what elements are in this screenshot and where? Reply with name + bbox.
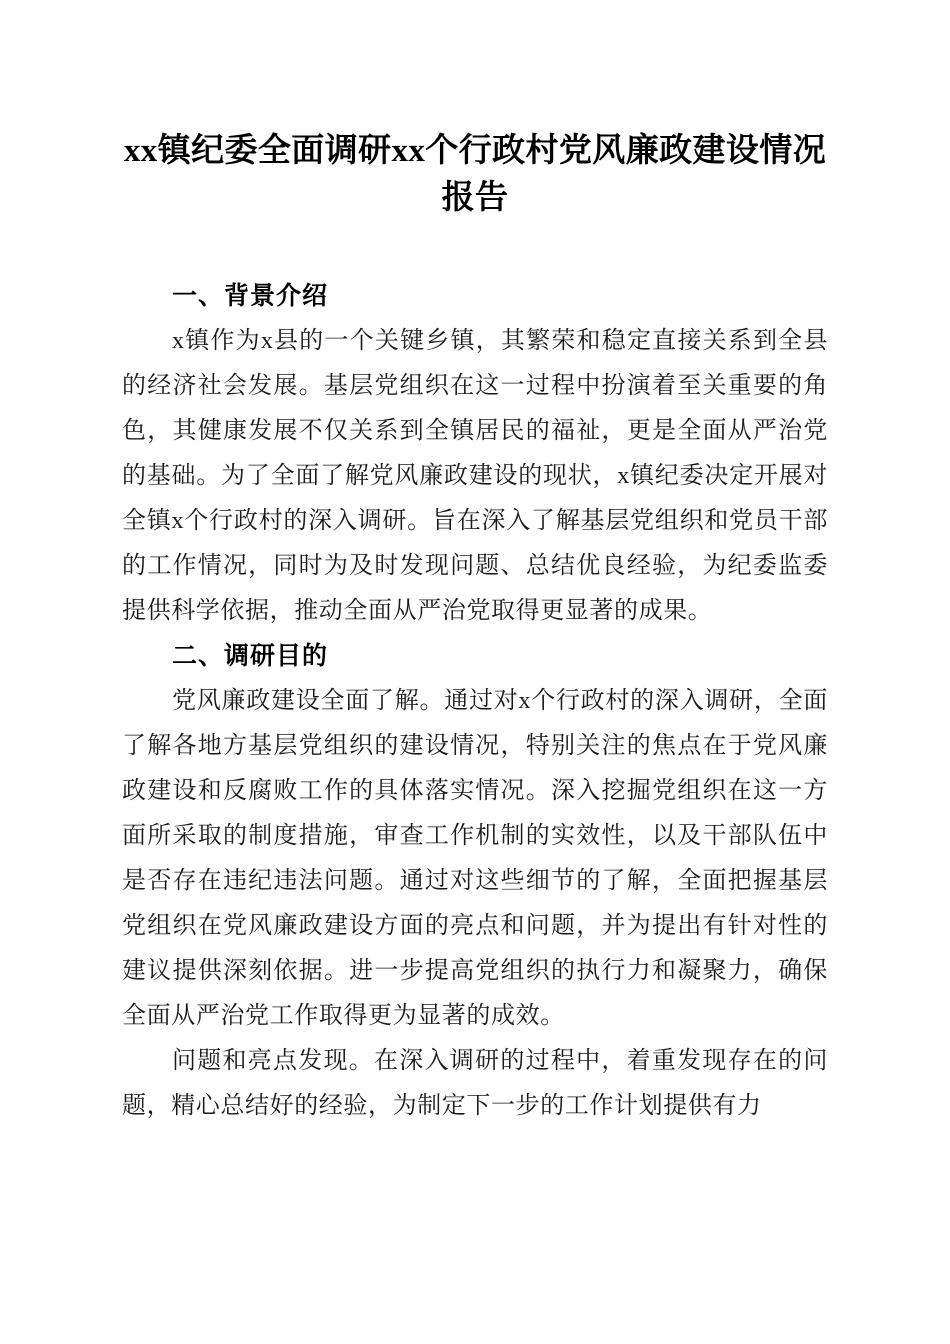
section-purpose-paragraph-2: 问题和亮点发现。在深入调研的过程中，着重发现存在的问题，精心总结好的经验，为制定下一步的工作计划提供有力 bbox=[122, 1048, 828, 1119]
section-purpose-paragraph-1: 党风廉政建设全面了解。通过对x个行政村的深入调研，全面了解各地方基层党组织的建设情况，特别关注的焦点在于党风廉政建设和反腐败工作的具体落实情况。深入挖掘党组织在这一方面所采取的制度措施，审查工作机制的实效性，以及干部队伍中是否存在违纪违法问题。通过对这些细节的了解，全面把握基层党组织在党风廉政建设方面的亮点和问题，并为提出有针对性的建议提供深刻依据。进一步提高党组织的执行力和凝聚力，确保全面从严治党工作取得更为显著的成效。 bbox=[122, 688, 828, 1029]
section-heading-purpose: 二、调研目的 bbox=[172, 642, 329, 670]
page-title: xx镇纪委全面调研xx个行政村党风廉政建设情况报告 bbox=[123, 133, 827, 216]
section-background-paragraph-1: x镇作为x县的一个关键乡镇，其繁荣和稳定直接关系到全县的经济社会发展。基层党组织在这一过程中扮演着至关重要的角色，其健康发展不仅关系到全镇居民的福祉，更是全面从严治党的基础。为了全面了解党风廉政建设的现状，x镇纪委决定开展对全镇x个行政村的深入调研。旨在深入了解基层党组织和党员干部的工作情况，同时为及时发现问题、总结优良经验，为纪委监委提供科学依据，推动全面从严治党取得更显著的成果。 bbox=[122, 328, 828, 624]
section-heading-background: 一、背景介绍 bbox=[172, 282, 329, 310]
document-content bbox=[122, 0, 828, 1129]
title-spacer bbox=[122, 222, 828, 274]
